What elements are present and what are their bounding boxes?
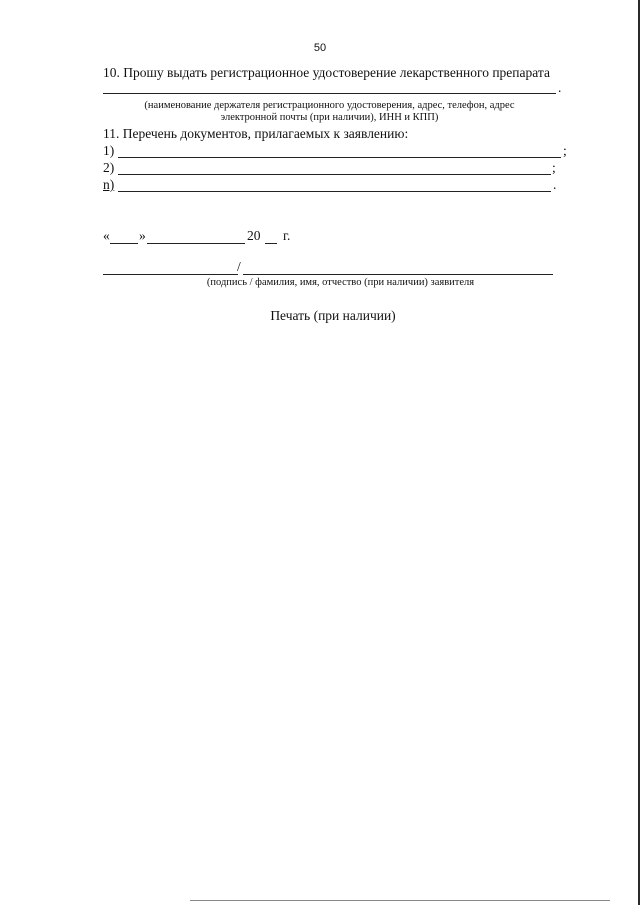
section-10-text: 10. Прошу выдать регистрационное удостоверение лекарственного препарата	[103, 65, 550, 80]
date-close-quote: »	[139, 228, 146, 243]
document-item-end: ;	[563, 143, 567, 158]
stamp-label: Печать (при наличии)	[270, 308, 396, 323]
document-item-line[interactable]	[118, 191, 551, 192]
holder-name-line[interactable]	[103, 93, 556, 94]
date-day-line[interactable]	[110, 243, 138, 244]
date-year-line[interactable]	[265, 243, 277, 244]
document-item-label: n)	[103, 177, 115, 192]
scan-bottom-edge	[190, 900, 610, 901]
holder-line-end: .	[558, 80, 562, 95]
signature-separator: /	[237, 259, 241, 274]
document-item-end: ;	[552, 160, 556, 175]
document-item-label: 2)	[103, 160, 115, 175]
holder-caption-line2: электронной почты (при наличии), ИНН и КПП)	[220, 112, 439, 123]
document-item-line[interactable]	[118, 174, 551, 175]
applicant-name-line[interactable]	[243, 274, 553, 275]
section-11-heading: 11. Перечень документов, прилагаемых к заявлению:	[103, 126, 409, 141]
signature-line[interactable]	[103, 274, 238, 275]
date-year-suffix: г.	[283, 228, 291, 243]
page-number: 50	[313, 42, 327, 54]
date-open-quote: «	[103, 228, 110, 243]
document-item-label: 1)	[103, 143, 115, 158]
document-item-line[interactable]	[118, 157, 561, 158]
date-year-prefix: 20	[247, 228, 261, 243]
holder-caption-line1: (наименование держателя регистрационного удостоверения, адрес, телефон, адрес	[144, 100, 515, 111]
signature-caption: (подпись / фамилия, имя, отчество (при наличии) заявителя	[206, 277, 475, 288]
document-item-end: .	[553, 177, 557, 192]
date-month-line[interactable]	[147, 243, 245, 244]
